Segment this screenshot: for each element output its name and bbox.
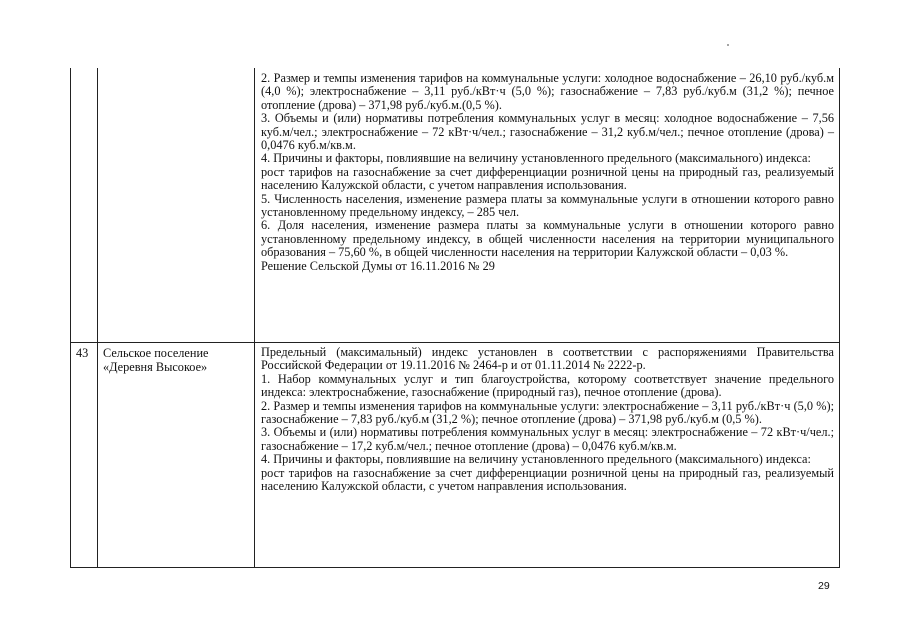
column-divider <box>97 68 98 567</box>
document-table <box>70 68 840 568</box>
paragraph-population: 5. Численность населения, изменение размера платы за коммунальные услуги в отношении которого равно установленному предельному индексу, – 285 чел. <box>261 191 834 220</box>
upper-cell-content <box>261 72 834 273</box>
row-divider <box>71 342 839 343</box>
paragraph-growth: рост тарифов на газоснабжение за счет дифференциации розничной цены на природный газ, реализуемый населению Калужской области, с учетом направления использования. <box>261 164 834 193</box>
municipality-name <box>103 346 251 374</box>
scan-speck <box>727 44 729 46</box>
paragraph-services: 1. Набор коммунальных услуг и тип благоустройства, которому соответствует значение предельного индекса: электроснабжение, газоснабжение (природный газ), печное отопление (дрова). <box>261 371 834 400</box>
paragraph-reasons: 4. Причины и факторы, повлиявшие на величину установленного предельного (максимального) индекса: <box>261 452 811 467</box>
municipality-name-line: «Деревня Высокое» <box>103 360 208 374</box>
paragraph-reasons: 4. Причины и факторы, повлиявшие на величину установленного предельного (максимального) индекса: <box>261 151 811 166</box>
paragraph-decision: Решение Сельской Думы от 16.11.2016 № 29 <box>261 258 495 273</box>
column-divider <box>254 68 255 567</box>
paragraph-growth: рост тарифов на газоснабжение за счет дифференциации розничной цены на природный газ, реализуемый населению Калужской области, с учетом направления использования. <box>261 465 834 494</box>
paragraph-tariffs: 2. Размер и темпы изменения тарифов на коммунальные услуги: электроснабжение – 3,11 руб./кВт·ч (5,0 %); газоснабжение – 7,83 руб./куб.м (31,2 %); печное отопление (дрова) – 371,98 руб./куб.м (0,5 %). <box>261 398 834 427</box>
paragraph-volumes: 3. Объемы и (или) нормативы потребления коммунальных услуг в месяц: холодное водоснабжение – 7,56 куб.м/чел.; электроснабжение – 72 кВт·ч/чел.; газоснабжение – 31,2 куб.м/чел.; печное отопление (дрова) – 0,0476 куб.м/кв.м. <box>261 111 834 153</box>
municipality-name-line: Сельское поселение <box>103 346 209 360</box>
page-number: 29 <box>818 580 830 592</box>
paragraph-share: 6. Доля населения, изменение размера платы за коммунальные услуги в отношении которого равно установленному предельному индексу, в общей численности населения на территории муниципального образования – 75,60 %, в общей численности населения на территории Калужской области – 0,03 %. <box>261 218 834 260</box>
row-43-content <box>261 346 834 493</box>
paragraph-volumes: 3. Объемы и (или) нормативы потребления коммунальных услуг в месяц: электроснабжение – 72 кВт·ч/чел.; газоснабжение – 17,2 куб.м/чел.; печное отопление (дрова) – 0,0476 куб.м/кв.м. <box>261 425 834 453</box>
row-number: 43 <box>76 346 89 360</box>
paragraph-legal-basis: Предельный (максимальный) индекс установлен в соответствии с распоряжениями Правительства Российской Федерации от 19.11.2016 № 2464-р и от 01.11.2014 № 2222-р. <box>261 345 834 373</box>
paragraph-tariffs: 2. Размер и темпы изменения тарифов на коммунальные услуги: холодное водоснабжение – 26,10 руб./куб.м (4,0 %); электроснабжение – 3,11 руб./кВт·ч (5,0 %); газоснабжение – 7,83 руб./куб.м (31,2 %); печное отопление (дрова) – 371,98 руб./куб.м.(0,5 %). <box>261 71 834 112</box>
